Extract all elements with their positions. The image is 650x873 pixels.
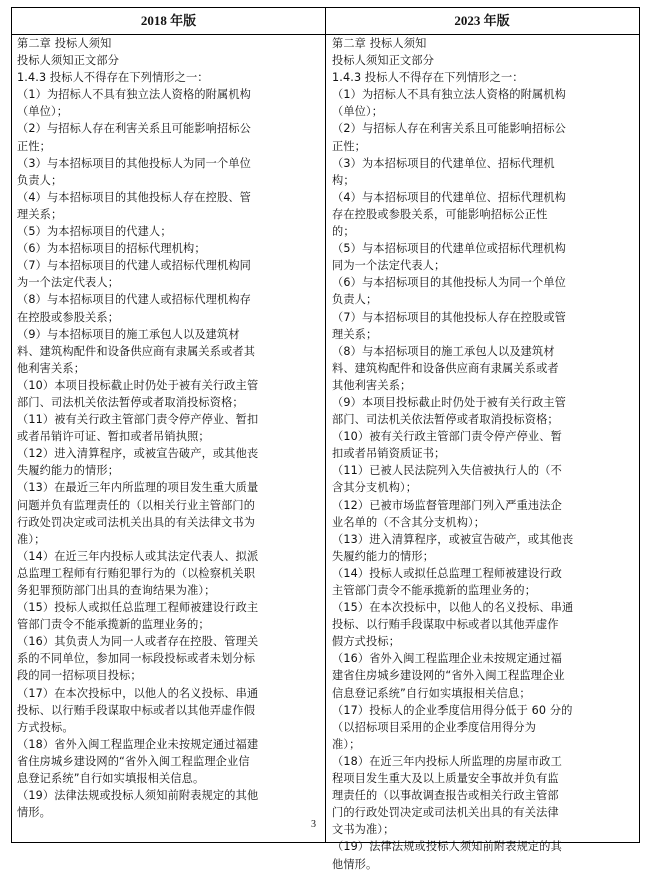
- left-text-line: （2）与招标人存在利害关系且可能影响招标公: [17, 122, 252, 136]
- right-text-line: 业名单的（不含其分支机构）；: [332, 515, 486, 529]
- column-2023-text: [332, 35, 634, 873]
- left-text-line: （10）本项目投标截止时仍处于被有关行政主管: [17, 378, 259, 392]
- left-text-line: （19）法律法规或投标人须知前附表规定的其他: [17, 789, 259, 803]
- left-text-line: （14）在近三年内投标人或其法定代表人、拟派: [17, 549, 259, 563]
- right-text-line: 假方式投标；: [332, 635, 401, 649]
- right-text-line: 理关系；: [332, 327, 378, 341]
- left-text-line: 第二章 投标人须知: [17, 37, 112, 50]
- right-text-line: （6）与本招标项目的其他投标人为同一个单位: [332, 276, 567, 290]
- right-text-line: 主管部门责令不能承揽新的监理业务的；: [332, 584, 537, 597]
- right-text-line: （13）进入清算程序，或被宣告破产，或其他丧: [332, 532, 574, 546]
- right-text-line: 文书为准）；: [332, 823, 395, 837]
- right-text-line: （5）与本招标项目的代建单位或招标代理机构: [332, 242, 567, 256]
- left-text-line: （单位）；: [17, 105, 69, 119]
- right-text-line: （2）与招标人存在利害关系且可能影响招标公: [332, 122, 567, 136]
- right-text-line: （4）与本招标项目的代建单位、招标代理机构: [332, 190, 567, 204]
- left-text-line: （6）为本招标项目的招标代理机构；: [17, 242, 206, 256]
- left-text-line: 1.4.3 投标人不得存在下列情形之一：: [17, 71, 209, 85]
- right-text-line: 含其分支机构）；: [332, 481, 418, 495]
- left-text-line: 或者吊销许可证、暂扣或者吊销执照；: [17, 430, 210, 444]
- left-text-line: 料、建筑构配件和设备供应商有隶属关系或者其: [17, 344, 256, 358]
- right-text-line: （15）在本次投标中，以他人的名义投标、串通: [332, 601, 574, 615]
- right-text-line: 料、建筑构配件和设备供应商有隶属关系或者: [332, 361, 559, 375]
- left-text-line: 省住房城乡建设网的“省外入闽工程监理企业信: [17, 754, 250, 768]
- left-text-line: （11）被有关行政主管部门责令停产停业、暂扣: [17, 413, 259, 427]
- right-text-line: （18）在近三年内投标人所监理的房屋市政工: [332, 754, 562, 768]
- right-text-line: 理责任的（以事故调查报告或相关行政主管部: [332, 789, 559, 803]
- right-text-line: （7）与本招标项目的其他投标人存在控股或管: [332, 310, 567, 324]
- left-text-line: （12）进入清算程序，或被宣告破产，或其他丧: [17, 447, 259, 461]
- left-text-line: （3）与本招标项目的其他投标人为同一个单位: [17, 156, 252, 170]
- left-text-line: （1）为招标人不具有独立法人资格的附属机构: [17, 88, 252, 102]
- left-text-line: 方式投标。: [17, 720, 74, 734]
- right-text-line: （11）已被人民法院列入失信被执行人的（不: [332, 464, 562, 478]
- right-text-line: 门的行政处罚决定或司法机关出具的有关法律: [332, 806, 559, 820]
- right-text-line: 准）；: [332, 737, 361, 751]
- left-text-line: （17）在本次投标中，以他人的名义投标、串通: [17, 686, 259, 700]
- left-text-line: 在控股或参股关系；: [17, 310, 120, 324]
- left-text-line: 管部门责令不能承揽新的监理业务的；: [17, 618, 210, 632]
- right-text-line: （单位）；: [332, 105, 384, 119]
- left-text-line: （8）与本招标项目的代建人或招标代理机构存: [17, 293, 252, 307]
- right-text-line: 信息登记系统”自行如实填报相关信息；: [332, 686, 531, 700]
- left-text-line: 段的同一招标项目投标；: [17, 669, 142, 683]
- right-text-line: （1）为招标人不具有独立法人资格的附属机构: [332, 88, 567, 102]
- right-text-line: （9）本项目投标截止时仍处于被有关行政主管: [332, 395, 567, 409]
- right-text-line: （以招标项目采用的企业季度信用得分为: [332, 720, 537, 734]
- right-text-line: （14）投标人或拟任总监理工程师被建设行政: [332, 566, 562, 580]
- right-text-line: 部门、司法机关依法暂停或者取消投标资格；: [332, 413, 559, 427]
- right-text-line: （10）被有关行政主管部门责令停产停业、暂: [332, 430, 562, 444]
- left-text-line: （9）与本招标项目的施工承包人以及建筑材: [17, 327, 240, 341]
- left-text-line: （7）与本招标项目的代建人或招标代理机构同: [17, 259, 252, 273]
- left-text-line: （18）省外入闽工程监理企业未按规定通过福建: [17, 737, 259, 751]
- left-text-line: 系的不同单位，参加同一标段投标或者未划分标: [17, 652, 256, 666]
- right-text-line: 的；: [332, 225, 355, 239]
- right-text-line: 构；: [332, 173, 355, 187]
- left-text-line: （15）投标人或拟任总监理工程师被建设行政主: [17, 601, 259, 615]
- left-text-line: 总监理工程师有行贿犯罪行为的（以检察机关职: [17, 566, 256, 580]
- left-text-line: 行政处罚决定或司法机关出具的有关法律文书为: [17, 515, 256, 529]
- left-text-line: 部门、司法机关依法暂停或者取消投标资格；: [17, 395, 244, 409]
- left-text-line: 投标人须知正文部分: [17, 54, 120, 68]
- left-text-line: 负责人；: [17, 173, 63, 187]
- right-text-line: 建省住房城乡建设网的“省外入闽工程监理企业: [332, 669, 565, 683]
- right-text-line: （16）省外入闽工程监理企业未按规定通过福: [332, 652, 562, 666]
- left-text-line: 为一个法定代表人；: [17, 276, 120, 290]
- left-text-line: （16）其负责人为同一人或者存在控股、管理关: [17, 635, 259, 649]
- right-text-line: （17）投标人的企业季度信用得分低于 60 分的: [332, 703, 573, 717]
- left-text-line: 息登记系统”自行如实填报相关信息。: [17, 772, 205, 786]
- right-text-line: 1.4.3 投标人不得存在下列情形之一：: [332, 71, 524, 85]
- right-text-line: （19）法律法规或投标人须知前附表规定的其: [332, 840, 562, 854]
- right-text-line: 第二章 投标人须知: [332, 37, 427, 50]
- column-header-2023: 2023 年版: [454, 13, 510, 28]
- left-text-line: 情形。: [17, 806, 52, 820]
- left-text-line: （5）为本招标项目的代建人；: [17, 225, 172, 239]
- right-text-line: 负责人；: [332, 293, 378, 307]
- right-text-line: （3）为本招标项目的代建单位、招标代理机: [332, 156, 555, 170]
- right-text-line: 程项目发生重大及以上质量安全事故并负有监: [332, 772, 559, 786]
- left-text-line: 问题并负有监理责任的（以相关行业主管部门的: [17, 498, 256, 512]
- right-text-line: （12）已被市场监督管理部门列入严重违法企: [332, 498, 562, 512]
- right-text-line: 其他利害关系；: [332, 378, 412, 392]
- left-text-line: （4）与本招标项目的其他投标人存在控股、管: [17, 190, 252, 204]
- left-text-line: 正性；: [17, 139, 52, 153]
- right-text-line: 正性；: [332, 139, 367, 153]
- right-text-line: （8）与本招标项目的施工承包人以及建筑材: [332, 344, 555, 358]
- right-text-line: 扣或者吊销资质证书；: [332, 447, 446, 461]
- right-text-line: 同为一个法定代表人；: [332, 259, 446, 273]
- left-text-line: 理关系；: [17, 207, 63, 221]
- column-header-2018: 2018 年版: [140, 13, 197, 28]
- right-text-line: 失履约能力的情形；: [332, 549, 435, 563]
- left-text-line: 准）；: [17, 532, 46, 546]
- left-text-line: 务犯罪预防部门出具的查询结果为准）；: [17, 584, 216, 597]
- right-text-line: 他情形。: [332, 857, 378, 871]
- left-text-line: 投标、以行贿手段谋取中标或者以其他弄虚作假: [17, 703, 256, 717]
- comparison-table: [11, 7, 640, 871]
- page-number: 3: [311, 819, 316, 830]
- right-text-line: 投标人须知正文部分: [332, 54, 435, 68]
- column-2018-text: [17, 35, 321, 821]
- left-text-line: 他利害关系；: [17, 361, 86, 375]
- right-text-line: 存在控股或参股关系，可能影响招标公正性: [332, 207, 548, 221]
- column-divider: [325, 8, 326, 842]
- left-text-line: 失履约能力的情形；: [17, 464, 120, 478]
- left-text-line: （13）在最近三年内所监理的项目发生重大质量: [17, 481, 259, 495]
- right-text-line: 投标、以行贿手段谋取中标或者以其他弄虚作: [332, 618, 559, 632]
